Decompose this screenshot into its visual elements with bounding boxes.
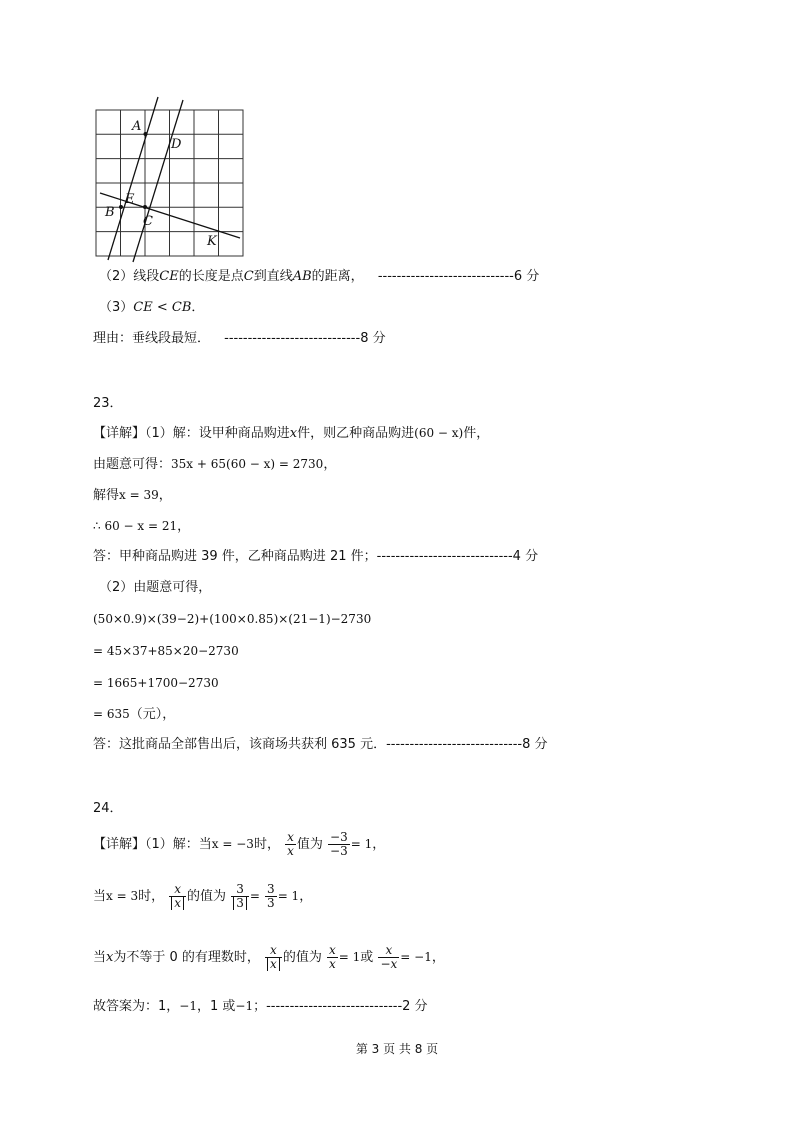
label-k: K [207,234,217,249]
grid [96,110,243,256]
q23-line-3: 解得x = 39， [93,488,172,503]
label-a: A [132,119,142,134]
score: -----------------------------6 分 [377,269,540,284]
q22-part3: （3）CE < CB． [99,300,205,315]
q24-line-1: 【详解】（1）解：当x = −3时， $\frac{x}{x}$ 值为 $\frac{-3}{-3}$ = 1， [93,830,386,858]
q22-part2: （2）线段CE的长度是点C到直线AB的距离， -----------------------------6 分 [99,269,540,284]
point-b [119,205,123,209]
q22-reason: 理由：垂线段最短． -----------------------------8 分 [93,331,386,346]
q23-line-6: （2）由题意可得， [99,580,212,595]
q23-line-10: = 635（元）， [93,707,176,722]
q23-answer-1: 答：甲种商品购进 39 件，乙种商品购进 21 件；-----------------------------4 分 [93,549,539,564]
q23-line-1: 【详解】（1）解：设甲种商品购进x件，则乙种商品购进(60 − x)件， [93,426,490,441]
q23-number: 23． [93,396,123,411]
q24-number: 24． [93,801,123,816]
score: -----------------------------8 分 [224,331,386,346]
score: -----------------------------2 分 [266,999,428,1014]
geometry-grid-diagram [90,92,250,264]
label-e: E [125,192,135,207]
q24-answer: 故答案为：1，−1，1 或−1；-----------------------------2 分 [93,999,428,1014]
label-b: B [105,205,115,220]
q24-line-2: 当x = 3时， $\frac{x}{x}$ 的值为 $\frac{3}{3}$ = $\frac{3}{3}$ = 1， [93,882,313,910]
q23-line-8: = 45×37+85×20−2730 [93,644,239,658]
q24-line-3: 当x为不等于 0 的有理数时， $\frac{x}{x}$ 的值为 $\frac{x}{x}$ = 1或 $\frac{x}{-x}$ = −1， [93,943,445,971]
q23-line-9: = 1665+1700−2730 [93,676,219,690]
point-c [143,205,147,209]
q23-line-2: 由题意可得：35x + 65(60 − x) = 2730， [93,457,337,472]
label-c: C [143,214,153,229]
score: -----------------------------4 分 [376,549,539,564]
point-a [144,132,148,136]
label-d: D [171,137,182,152]
q23-answer-2: 答：这批商品全部售出后，该商场共获利 635 元．-----------------------------8 分 [93,737,548,752]
score: -----------------------------8 分 [386,737,548,752]
page-footer: 第 3 页 共 8 页 [355,1042,439,1056]
q23-line-4: ∴ 60 − x = 21， [93,519,191,534]
q23-line-7: (50×0.9)×(39−2)+(100×0.85)×(21−1)−2730 [93,612,372,626]
